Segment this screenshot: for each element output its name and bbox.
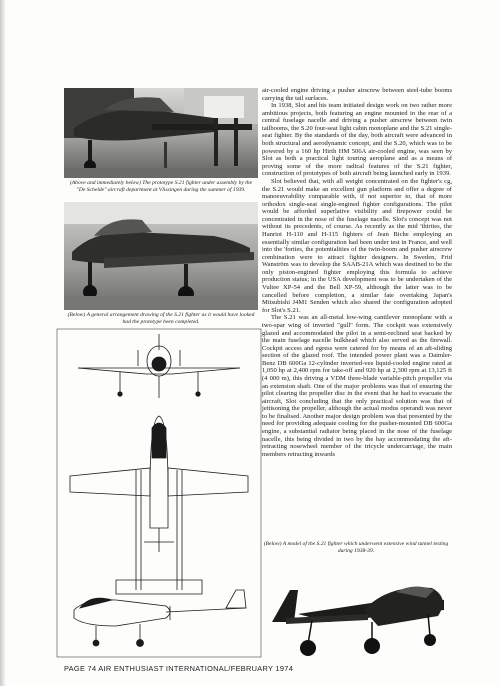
general-arrangement-drawing bbox=[56, 328, 262, 658]
prototype-assembly-photo-bottom bbox=[64, 202, 258, 310]
body-paragraph: Slot believed that, with all weight concentrated on the fighter's cg, the S.21 would make an excellent gun platform and offer a degree of manoeuvrability comparable with, if not superior to, that of more orthodox single-seat single-engined fighter configurations. The pilot would be afforded superlative visibility and firepower could be concentrated in the nose of the fuselage nacelle. Slot's concept was not without its precedents, of course. As recently as the mid 'thirties, the Hanriot H-110 and H-115 fighters of Jean Biche employing an essentially similar configuration had been under test in France, and well into the 'forties, the potentialities of the twin-boom and pusher airscrew combination were to attract fighter designers. In Sweden, Frid Wanström was to develop the SAAB-21A which was destined to be the only piston-engined fighter employing this formula to achieve production status; in the USA development was to be undertaken of the Vultee XP-54 and the Bell XP-59, although the latter was to be cancelled before completion, a similar fate overtaking Japan's Mitsubishi J4M1 Senden which also shared the configuration adopted for Slot's S.21. bbox=[262, 177, 452, 314]
wind-tunnel-model-photo bbox=[268, 570, 452, 660]
caption-ga-drawing: (Below) A general arrangement drawing of the S.21 fighter as it would have looked had the prototype been completed. bbox=[67, 312, 255, 325]
article-text-column bbox=[262, 87, 452, 539]
page-edge-shadow bbox=[0, 0, 6, 686]
body-paragraph: In 1938, Slot and his team initiated design work on two rather more ambitious projects, both featuring an engine mounted in the rear of a central fuselage nacelle and driving a pusher airscrew between twin tailbooms, the S.20 four-seat light cabin monoplane and the S.21 single-seat fighter. By the standards of the day, both aircraft were advanced in both structural and aerodynamic concept, and the S.20, which was to be powered by a 160 hp Hirth HM 506A air-cooled engine, was seen by Slot as both a practical light touring aeroplane and as a means of proving some of the more radical features of the S.21 fighter, construction of prototypes of both aircraft being launched early in 1939. bbox=[262, 102, 452, 178]
page-footer: PAGE 74 AIR ENTHUSIAST INTERNATIONAL/FEBRUARY 1974 bbox=[64, 664, 294, 673]
body-paragraph: air-cooled engine driving a pusher airscrew between steel-tube booms carrying the tail surfaces. bbox=[262, 87, 452, 102]
caption-prototype-assembly: (Above and immediately below) The prototype S.21 fighter under assembly by the "De Schelde" aircraft department at Vlissingen during the summer of 1939. bbox=[69, 180, 253, 193]
prototype-assembly-photo-top bbox=[64, 88, 258, 178]
body-paragraph: The S.21 was an all-metal low-wing cantilever monoplane with a two-spar wing of inverted "gull" form. The cockpit was extensively glazed and accommodated the pilot in a semi-reclined seat backed by the main fuselage nacelle bulkhead which also served as the firewall. Cockpit access and egress were catered for by means of an aft-sliding section of the glazed roof. The intended power plant was a Daimler-Benz DB 600Ga 12-cylinder inverted-vee liquid-cooled engine rated at 1,050 hp at 2,400 rpm for take-off and 920 hp at 2,300 rpm at 13,125 ft (4 000 m), this driving a VDM three-blade variable-pitch propeller via an extension shaft. One of the major problems was that of ensuring the pilot clearing the propeller disc in the event that he had to evacuate the aircraft, Slot concluding that the only practical solution was that of jettisoning the propeller, although the actual modus operandi was never to be finalised. Another major design problem was that presented by the need for providing adequate cooling for the pusher-mounted DB 600Ga engine, a substantial radiator being placed in the nose of the fuselage nacelle, this being divided in two by the bay accommodating the aft-retracting nosewheel member of the tricycle undercarriage, the main members retracting inwards bbox=[262, 314, 452, 458]
caption-wind-tunnel-model: (Below) A model of the S.21 fighter which underwent extensive wind tunnel testing during 1938-39. bbox=[263, 541, 449, 554]
